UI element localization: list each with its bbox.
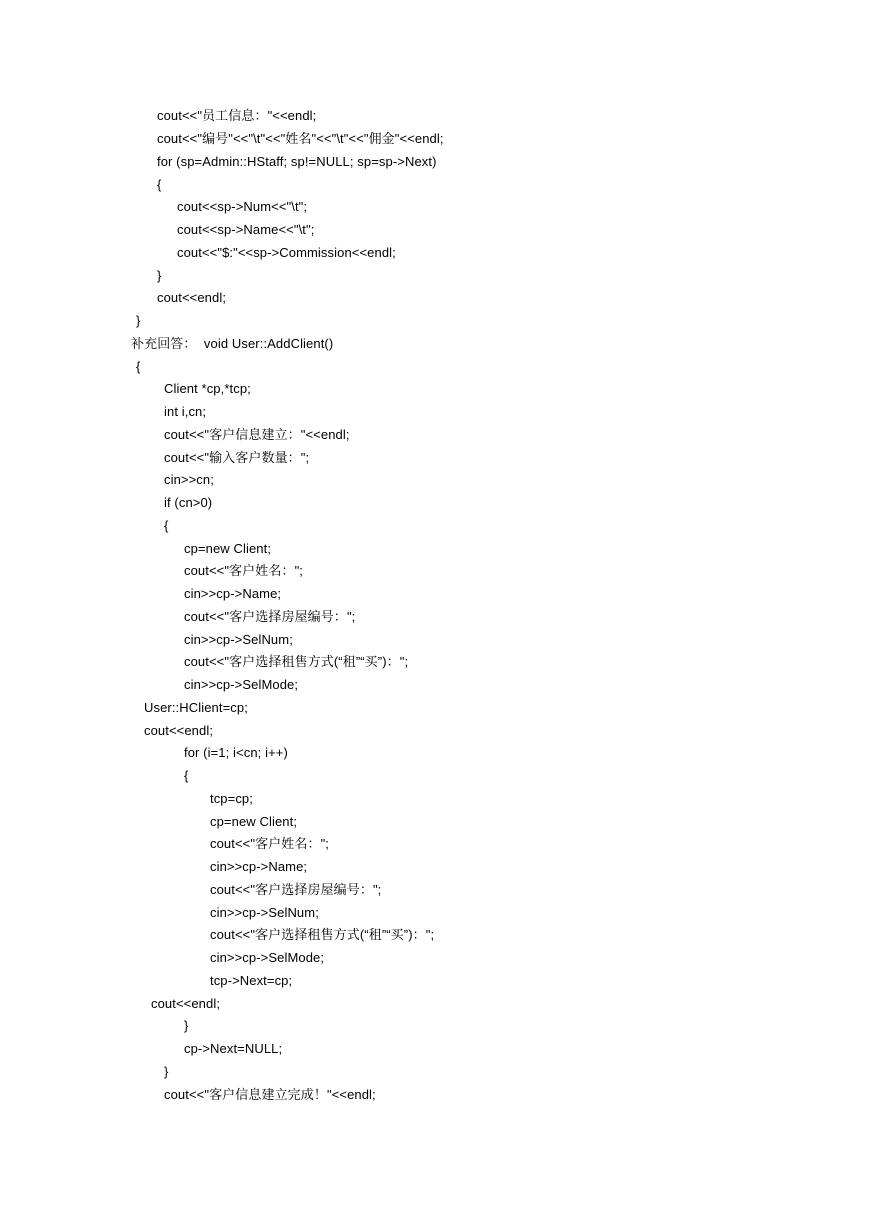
- code-line: cout<<endl;: [151, 996, 221, 1011]
- code-line: }: [157, 268, 162, 283]
- code-line: int i,cn;: [164, 404, 207, 419]
- code-line: 补充回答： void User::AddClient(): [131, 336, 334, 351]
- code-line: }: [184, 1018, 189, 1033]
- code-line: {: [164, 518, 169, 533]
- code-line: if (cn>0): [164, 495, 213, 510]
- code-line: cout<<"客户信息建立："<<endl;: [164, 427, 350, 442]
- code-line: {: [184, 768, 189, 783]
- code-line: cout<<"输入客户数量：";: [164, 450, 310, 465]
- code-line: cout<<"客户选择租售方式(“租”“买”)：";: [210, 927, 435, 942]
- code-line: cp=new Client;: [210, 814, 298, 829]
- code-line: User::HClient=cp;: [144, 700, 248, 715]
- code-line: cout<<"客户选择房屋编号：";: [184, 609, 356, 624]
- code-line: cout<<"编号"<<"\t"<<"姓名"<<"\t"<<"佣金"<<endl;: [157, 131, 444, 146]
- code-line: cin>>cp->SelMode;: [184, 677, 299, 692]
- code-line: for (i=1; i<cn; i++): [184, 745, 288, 760]
- code-line: cout<<endl;: [144, 723, 214, 738]
- code-line: cout<<"客户选择租售方式(“租”“买”)：";: [184, 654, 409, 669]
- code-line: {: [157, 177, 162, 192]
- code-line: for (sp=Admin::HStaff; sp!=NULL; sp=sp->Next): [157, 154, 437, 169]
- code-line: cout<<sp->Name<<"\t";: [177, 222, 315, 237]
- code-line: cin>>cp->SelNum;: [210, 905, 319, 920]
- code-line: Client *cp,*tcp;: [164, 381, 251, 396]
- code-line: }: [136, 313, 141, 328]
- code-line: tcp->Next=cp;: [210, 973, 293, 988]
- code-line: cin>>cp->Name;: [210, 859, 308, 874]
- code-line: cin>>cp->SelNum;: [184, 632, 293, 647]
- code-line: cout<<"客户姓名：";: [184, 563, 303, 578]
- code-line: cin>>cp->Name;: [184, 586, 282, 601]
- code-line: cp->Next=NULL;: [184, 1041, 283, 1056]
- code-line: {: [136, 359, 141, 374]
- code-line: cout<<"客户姓名：";: [210, 836, 329, 851]
- code-line: cout<<"$:"<<sp->Commission<<endl;: [177, 245, 396, 260]
- code-line: cout<<"客户信息建立完成！"<<endl;: [164, 1087, 376, 1102]
- code-line: cin>>cp->SelMode;: [210, 950, 325, 965]
- code-line: cout<<endl;: [157, 290, 227, 305]
- code-line: cin>>cn;: [164, 472, 214, 487]
- code-line: cout<<"客户选择房屋编号：";: [210, 882, 382, 897]
- code-line: cout<<"员工信息："<<endl;: [157, 108, 317, 123]
- code-line: cp=new Client;: [184, 541, 272, 556]
- code-line: cout<<sp->Num<<"\t";: [177, 199, 308, 214]
- code-line: }: [164, 1064, 169, 1079]
- code-line: tcp=cp;: [210, 791, 253, 806]
